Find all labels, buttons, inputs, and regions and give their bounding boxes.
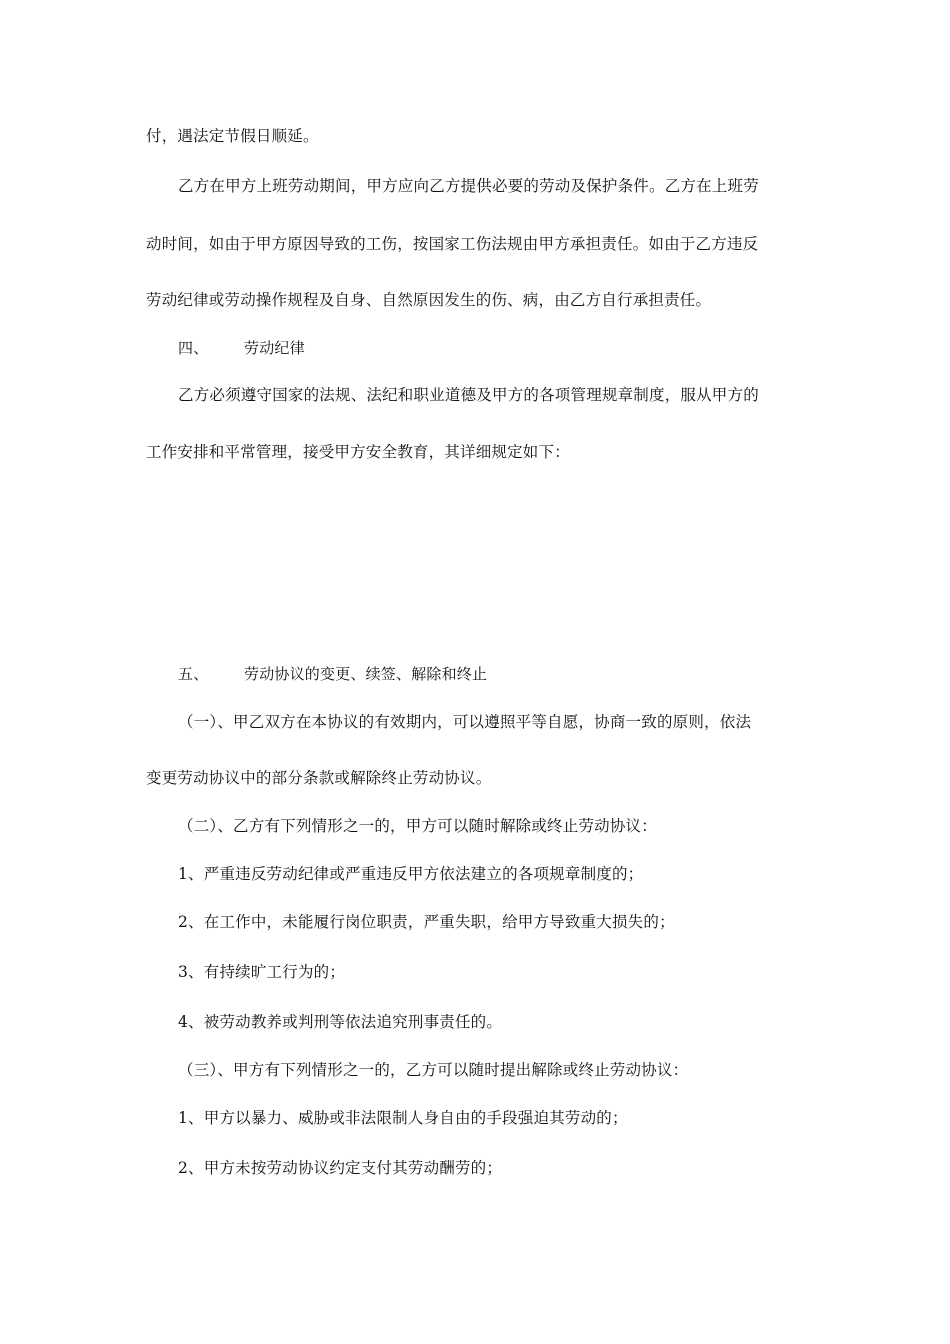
paragraph-line: （三）、甲方有下列情形之一的，乙方可以随时提出解除或终止劳动协议： — [178, 1061, 689, 1079]
paragraph-line: （一）、甲乙双方在本协议的有效期内，可以遵照平等自愿，协商一致的原则，依法 — [178, 713, 752, 731]
list-item: 1、甲方以暴力、威胁或非法限制人身自由的手段强迫其劳动的； — [178, 1109, 628, 1127]
section-number: 五、 — [178, 665, 209, 683]
list-item: 1、严重违反劳动纪律或严重违反甲方依法建立的各项规章制度的； — [178, 865, 644, 883]
section-title: 劳动纪律 — [244, 339, 305, 357]
section-heading-5 — [178, 664, 487, 684]
paragraph-line: 变更劳动协议中的部分条款或解除终止劳动协议。 — [146, 769, 492, 787]
list-item: 2、在工作中，未能履行岗位职责，严重失职，给甲方导致重大损失的； — [178, 913, 675, 931]
paragraph-line: （二）、乙方有下列情形之一的，甲方可以随时解除或终止劳动协议： — [178, 817, 657, 835]
paragraph-line: 乙方必须遵守国家的法规、法纪和职业道德及甲方的各项管理规章制度，服从甲方的 — [178, 386, 759, 404]
paragraph-line: 乙方在甲方上班劳动期间，甲方应向乙方提供必要的劳动及保护条件。乙方在上班劳 — [178, 177, 759, 195]
list-item: 4、被劳动教养或判刑等依法追究刑事责任的。 — [178, 1013, 503, 1031]
section-title: 劳动协议的变更、续签、解除和终止 — [244, 665, 488, 683]
paragraph-line: 劳动纪律或劳动操作规程及自身、自然原因发生的伤、病，由乙方自行承担责任。 — [146, 291, 712, 309]
section-number: 四、 — [178, 339, 209, 357]
paragraph-line: 付，遇法定节假日顺延。 — [146, 127, 319, 145]
section-heading-4 — [178, 338, 305, 358]
paragraph-line: 工作安排和平常管理，接受甲方安全教育，其详细规定如下： — [146, 443, 570, 461]
paragraph-line: 动时间，如由于甲方原因导致的工伤，按国家工伤法规由甲方承担责任。如由于乙方违反 — [146, 235, 759, 253]
list-item: 3、有持续旷工行为的； — [178, 963, 346, 981]
list-item: 2、甲方未按劳动协议约定支付其劳动酬劳的； — [178, 1159, 503, 1177]
